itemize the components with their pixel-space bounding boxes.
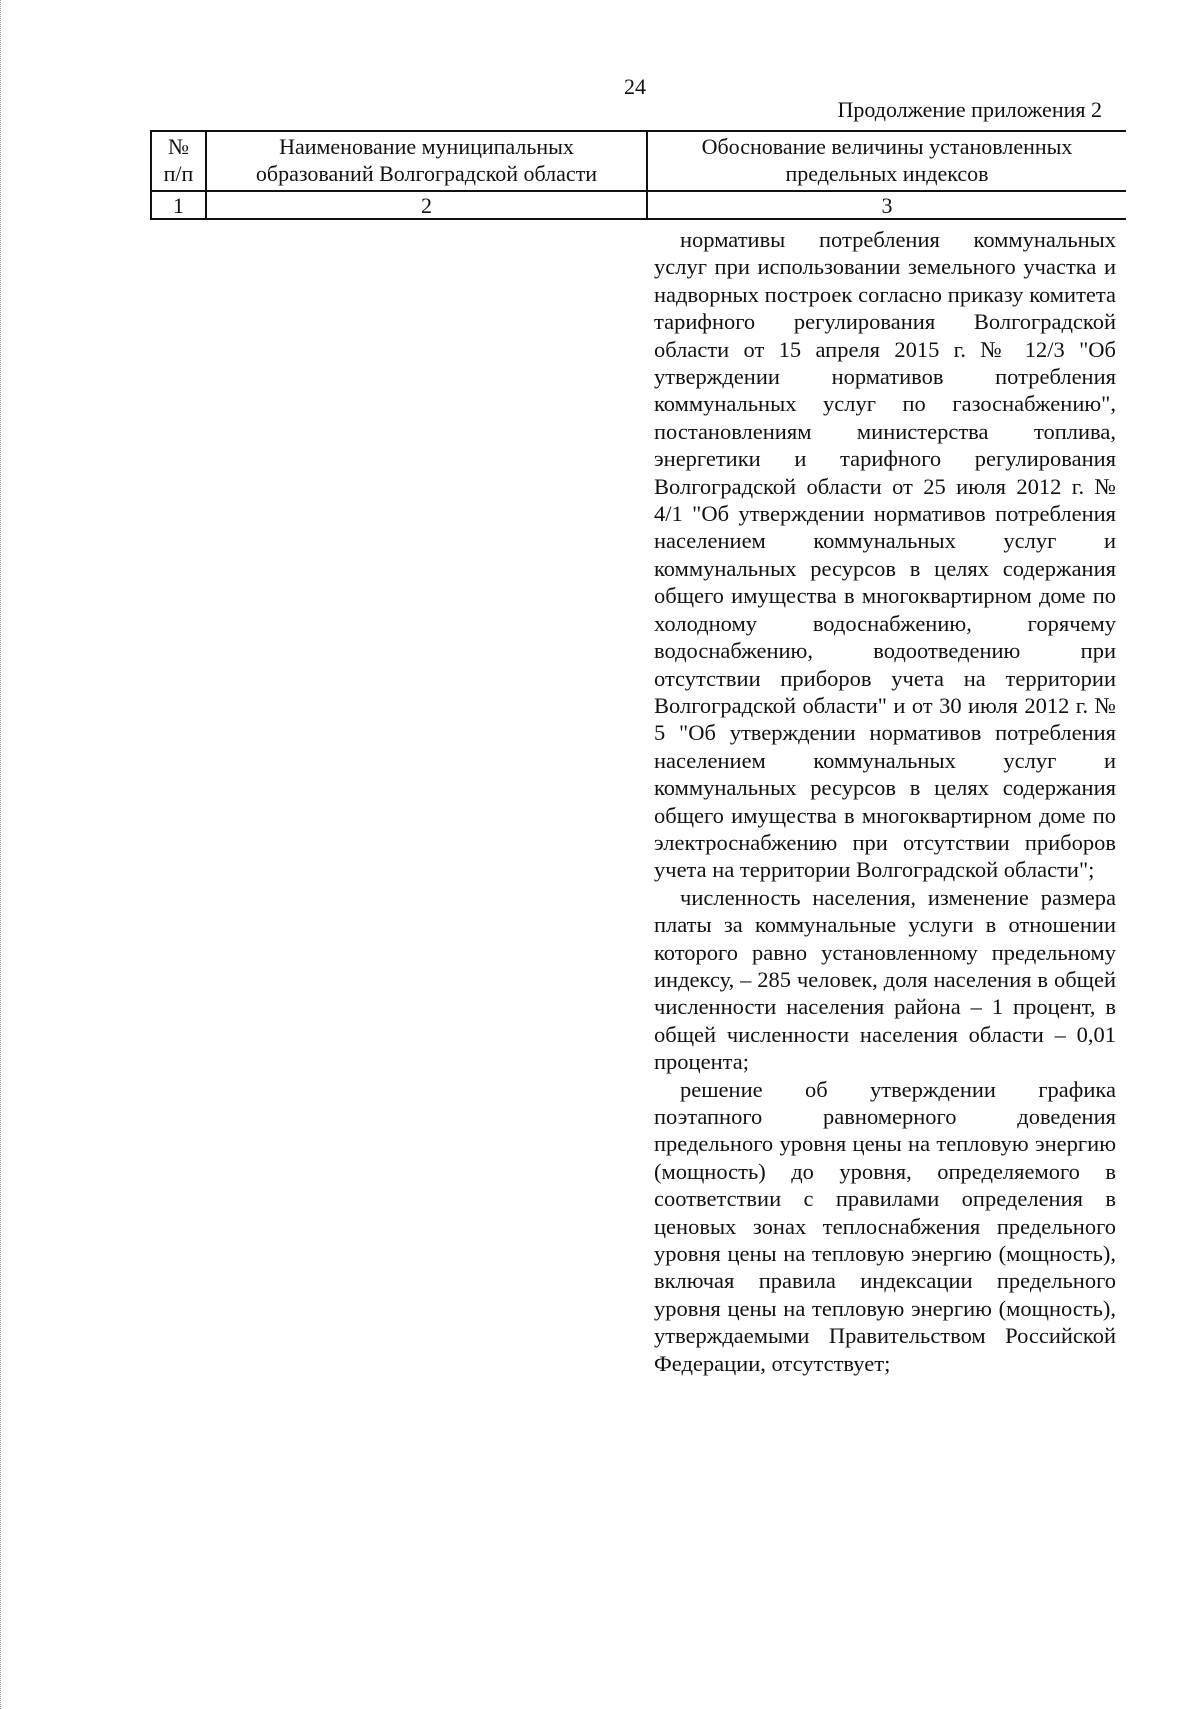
paragraph-heat-price-decision: решение об утверждении графика поэтапного равномерного доведения предельного уровня цены на тепловую энергию (мощность) до уровня, определяемого в соответствии с правилами определения в ценовых зонах теплоснабжения предельного уровня цены на тепловую энергию (мощность), включая правила индексации предельного уровня цены на тепловую энергию (мощность), утверждаемыми Правительством Российской Федерации, отсутствует; (654, 1076, 1116, 1376)
paragraph-population: численность населения, изменение размера платы за коммунальные услуги в отношении которого равно установленному предельному индексу, – 285 человек, доля населения в общей численности населения района – 1 процент, в общей численности населения области – 0,01 процента; (654, 884, 1116, 1075)
header-table (150, 130, 1126, 220)
page-number: 24 (624, 74, 646, 99)
header-cell-justification (648, 133, 1126, 187)
column-number-1: 1 (173, 193, 184, 218)
header-cell-line: Наименование муниципальных (279, 134, 574, 159)
header-cell-line: Обоснование величины установленных (701, 134, 1073, 159)
header-cell-line: образований Волгоградской области (255, 161, 598, 186)
header-cell-line: предельных индексов (785, 161, 989, 186)
scan-edge (0, 0, 5, 1709)
header-cell-line: п/п (163, 161, 194, 186)
justification-text (654, 226, 1116, 1377)
column-number-2: 2 (421, 193, 432, 218)
paragraph-norms: нормативы потребления коммунальных услуг при использовании земельного участка и надворных построек согласно приказу комитета тарифного регулирования Волгоградской области от 15 апреля 2015 г. № 12/3 "Об утверждении нормативов потребления коммунальных услуг по газоснабжению", постановлениям министерства топлива, энергетики и тарифного регулирования Волгоградской области от 25 июля 2012 г. № 4/1 "Об утверждении нормативов потребления населением коммунальных услуг и коммунальных ресурсов в целях содержания общего имущества в многоквартирном доме по холодному водоснабжению, горячему водоснабжению, водоотведению при отсутствии приборов учета на территории Волгоградской области" и от 30 июля 2012 г. № 5 "Об утверждении нормативов потребления населением коммунальных услуг и коммунальных ресурсов в целях содержания общего имущества в многоквартирном доме по электроснабжению при отсутствии приборов учета на территории Волгоградской области"; (654, 227, 1116, 883)
table-top-border (150, 130, 1126, 132)
header-cell-line: № (168, 134, 189, 159)
appendix-continuation-label: Продолжение приложения 2 (837, 97, 1102, 122)
header-cell-municipality (207, 133, 646, 187)
header-cell-number (152, 133, 205, 187)
column-number-3: 3 (881, 193, 893, 218)
